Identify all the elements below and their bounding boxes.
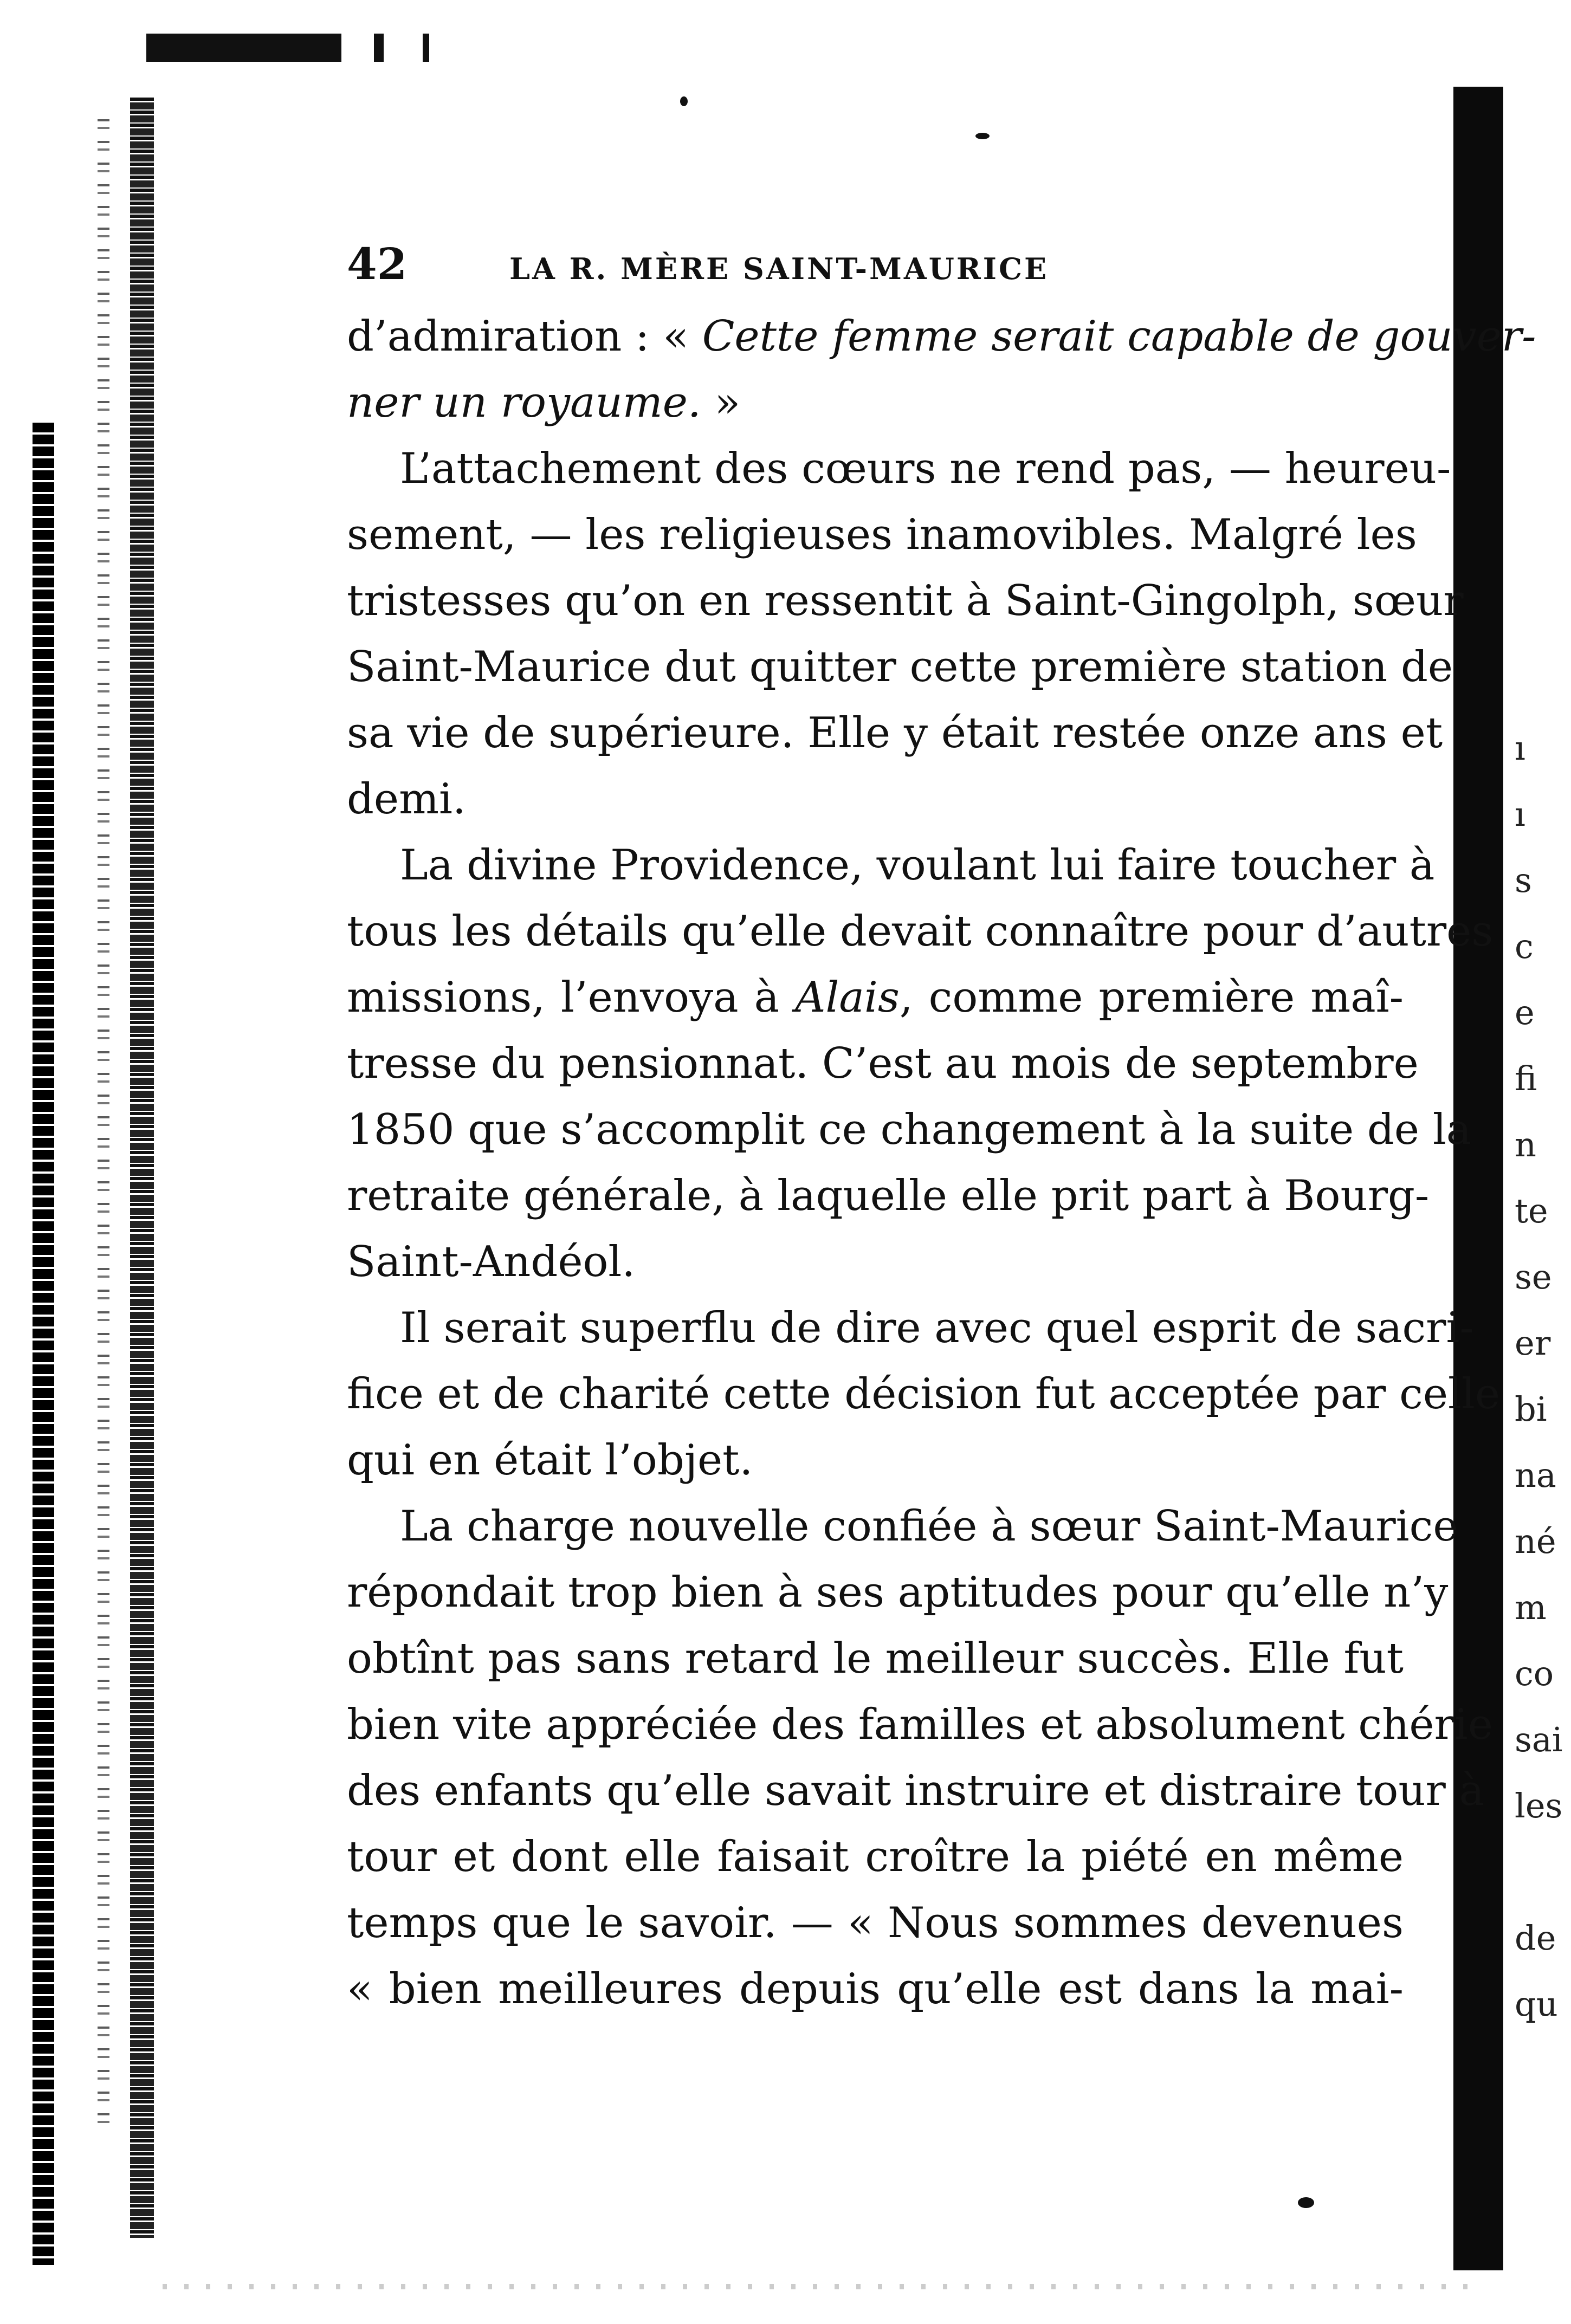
facing-page-fragment: les [1515, 1786, 1563, 1825]
text-line [347, 1229, 1404, 1295]
text-line [347, 303, 1536, 370]
running-title: LA R. MÈRE SAINT-MAURICE [509, 251, 1049, 286]
text-line [347, 634, 1453, 700]
text-span: sa vie de supérieure. Elle y était restée onze ans et [347, 709, 1443, 758]
facing-page-fragment: ı [1515, 728, 1525, 768]
facing-page-fragment: fi [1515, 1059, 1537, 1098]
text-line [347, 1097, 1472, 1163]
ink-spot [975, 133, 990, 139]
text-line [347, 1559, 1449, 1626]
text-line [347, 1031, 1419, 1097]
scan-edge-artifact [33, 423, 54, 2265]
facing-page-fragment: er [1515, 1323, 1551, 1363]
text-line [347, 1824, 1404, 1890]
text-span: sement, — les religieuses inamovibles. Malgré les [347, 510, 1417, 559]
scan-top-artifact [423, 34, 429, 62]
text-span: des enfants qu’elle savait instruire et distraire tour à [347, 1766, 1485, 1815]
text-line [347, 1493, 1458, 1559]
text-span: tour et dont elle faisait croître la piété en même [347, 1833, 1404, 1881]
text-line [347, 1758, 1485, 1824]
text-span: tristesses qu’on en ressentit à Saint-Gingolph, sœur [347, 577, 1464, 625]
italic-span: Alais [795, 973, 900, 1022]
scan-top-artifact [374, 34, 384, 62]
text-span: qui en était l’objet. [347, 1436, 753, 1485]
text-line [347, 1956, 1404, 2022]
text-line [347, 1626, 1404, 1692]
text-span: d’admiration : « [347, 312, 702, 361]
text-line [347, 1692, 1493, 1758]
text-line [347, 1427, 1404, 1493]
text-line [347, 898, 1494, 964]
facing-page-fragment: ı [1515, 794, 1525, 834]
running-head [347, 238, 1404, 303]
text-span: obtînt pas sans retard le meilleur succès. Elle fut [347, 1634, 1404, 1683]
scan-bottom-artifact [163, 2284, 1474, 2289]
text-line [347, 700, 1443, 766]
text-span: Saint-Andéol. [347, 1238, 636, 1286]
text-line [347, 1890, 1404, 1956]
text-span: temps que le savoir. — « Nous sommes devenues [347, 1899, 1404, 1947]
facing-page-fragment [1515, 1839, 1571, 1905]
facing-page-fragment: na [1515, 1455, 1556, 1495]
text-line [347, 766, 1404, 832]
scan-edge-artifact [130, 98, 154, 2238]
facing-page-fragment: bi [1515, 1389, 1547, 1429]
ink-spot [1298, 2197, 1314, 2208]
text-line [347, 568, 1464, 634]
facing-page-fragments [1515, 715, 1571, 2037]
text-span: » [701, 378, 741, 427]
text-span: La charge nouvelle confiée à sœur Saint-Maurice [400, 1502, 1458, 1551]
text-span: bien vite appréciée des familles et absolument chérie [347, 1700, 1493, 1749]
text-line [347, 436, 1451, 502]
facing-page-fragment: s [1515, 860, 1532, 900]
text-span: La divine Providence, voulant lui faire toucher à [400, 841, 1435, 890]
facing-page-fragment: c [1515, 927, 1534, 966]
facing-page-fragment: sai [1515, 1720, 1563, 1759]
facing-page-fragment: de [1515, 1918, 1556, 1958]
italic-span: Cette femme serait capable de gouver- [702, 312, 1536, 361]
text-line [347, 1361, 1501, 1427]
facing-page-fragment: m [1515, 1588, 1547, 1627]
facing-page-fragment: né [1515, 1522, 1556, 1561]
text-span: missions, l’envoya à [347, 973, 796, 1022]
text-line [347, 1295, 1474, 1361]
text-span: Saint-Maurice dut quitter cette première station de [347, 643, 1453, 691]
facing-page-fragment: te [1515, 1191, 1548, 1231]
text-line [347, 502, 1417, 568]
text-line [347, 1163, 1430, 1229]
page-number: 42 [347, 238, 408, 289]
facing-page-fragment: co [1515, 1654, 1554, 1693]
ink-spot [680, 96, 688, 106]
facing-page-fragment: qu [1515, 1984, 1558, 2024]
text-span: retraite générale, à laquelle elle prit part à Bourg- [347, 1171, 1430, 1220]
facing-page-fragment: n [1515, 1125, 1536, 1164]
text-span: tresse du pensionnat. C’est au mois de septembre [347, 1039, 1419, 1088]
text-span: fice et de charité cette décision fut acceptée par celle [347, 1370, 1501, 1419]
text-span: Il serait superflu de dire avec quel esprit de sacri- [400, 1304, 1474, 1352]
scan-top-artifact [146, 34, 341, 62]
text-line [347, 832, 1435, 898]
text-line [347, 964, 1404, 1031]
text-span: répondait trop bien à ses aptitudes pour qu’elle n’y [347, 1568, 1449, 1617]
text-span: demi. [347, 775, 466, 824]
scan-edge-artifact [98, 119, 109, 2124]
text-line [347, 370, 1404, 436]
page-gutter-shadow [1453, 87, 1503, 2270]
book-page [347, 238, 1536, 2022]
body-text [347, 303, 1536, 2022]
italic-span: ner un royaume. [347, 378, 701, 427]
facing-page-fragment: se [1515, 1257, 1552, 1297]
text-span: L’attachement des cœurs ne rend pas, — heureu- [400, 444, 1451, 493]
text-span: , comme première maî- [899, 973, 1404, 1022]
text-span: 1850 que s’accomplit ce changement à la suite de la [347, 1105, 1472, 1154]
text-span: « bien meilleures depuis qu’elle est dans la mai- [347, 1965, 1404, 2014]
facing-page-fragment: e [1515, 993, 1535, 1032]
text-span: tous les détails qu’elle devait connaître pour d’autres [347, 907, 1494, 956]
